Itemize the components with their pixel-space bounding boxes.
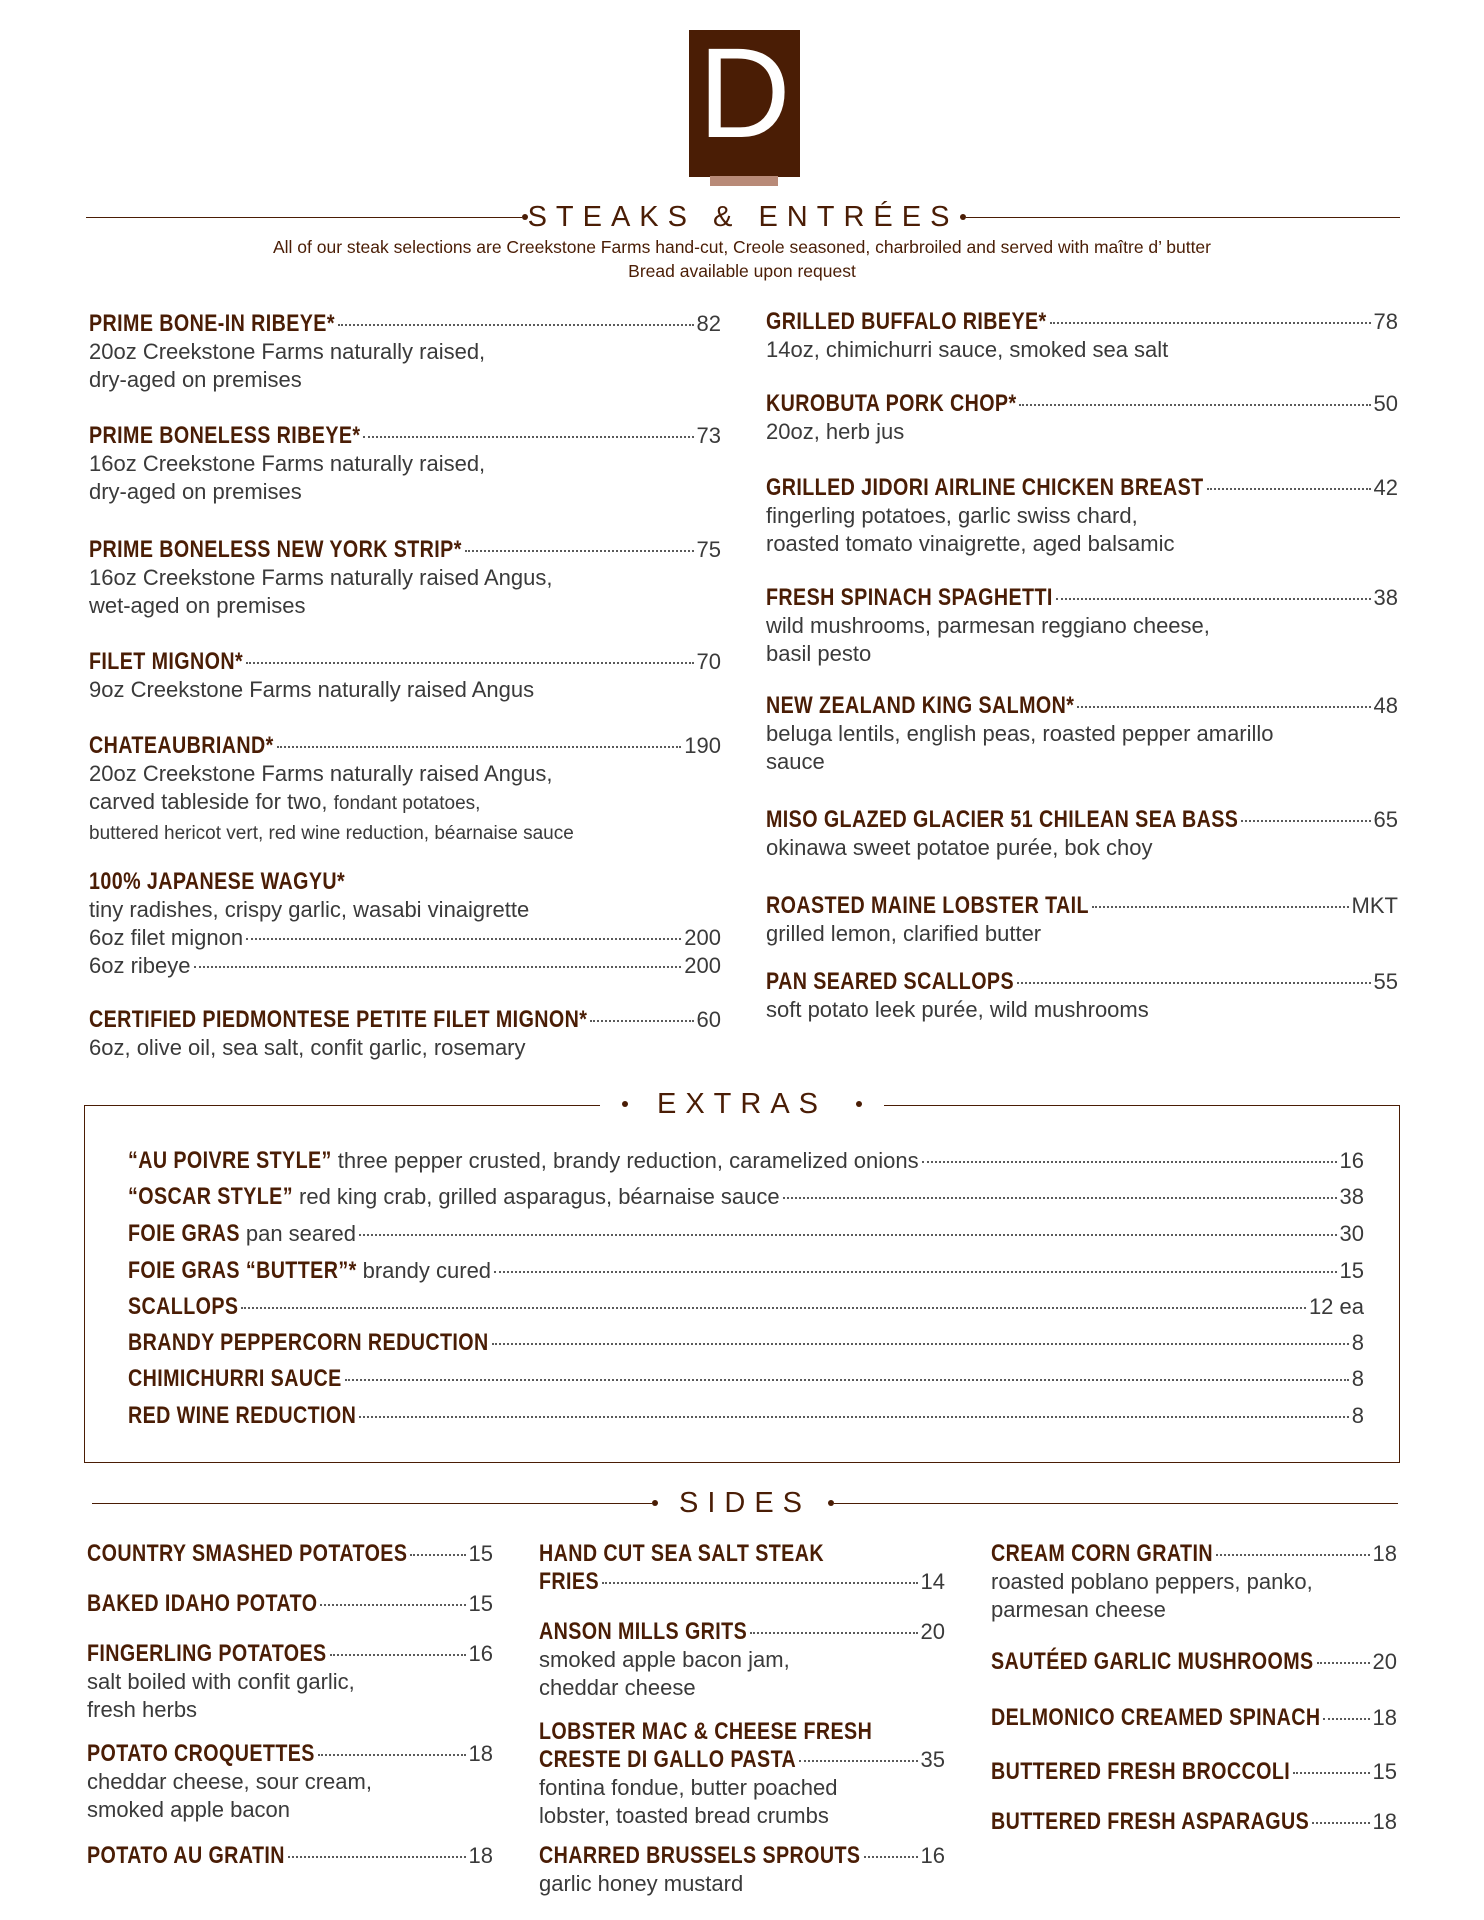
steaks-section-header — [86, 203, 1400, 233]
extras-section-header — [600, 1090, 884, 1120]
item-name: POTATO CROQUETTES — [87, 1740, 315, 1767]
extras-section-title: EXTRAS — [656, 1088, 828, 1120]
item-description: 20oz Creekstone Farms naturally raised Angus, — [89, 761, 553, 786]
dot-leader — [330, 1654, 466, 1656]
dot-leader — [246, 938, 681, 940]
item-price: 18 — [468, 1843, 493, 1868]
item-description: smoked apple bacon jam, — [539, 1647, 790, 1672]
menu-item — [991, 1648, 1397, 1676]
dot-leader — [345, 1379, 1349, 1381]
menu-item — [87, 1540, 493, 1568]
dot-leader — [320, 1604, 465, 1606]
dot-leader — [338, 324, 694, 326]
item-name: ROASTED MAINE LOBSTER TAIL — [766, 892, 1089, 919]
dot-leader — [602, 1582, 917, 1584]
menu-item — [89, 1006, 721, 1062]
item-description: dry-aged on premises — [89, 367, 302, 392]
extras-item — [128, 1257, 1364, 1285]
menu-item — [539, 1540, 945, 1596]
option-line — [89, 924, 721, 952]
dot-leader — [465, 550, 694, 552]
item-description: fontina fondue, butter poached — [539, 1775, 838, 1800]
dot-leader — [1092, 906, 1349, 908]
option-price: 200 — [684, 953, 721, 978]
dot-leader — [1077, 706, 1370, 708]
item-name: 100% JAPANESE WAGYU* — [89, 868, 346, 895]
item-price: 16 — [920, 1843, 945, 1868]
item-price: 18 — [468, 1741, 493, 1766]
menu-item — [87, 1640, 493, 1724]
item-price: 12 ea — [1308, 1294, 1364, 1319]
item-name: BRANDY PEPPERCORN REDUCTION — [128, 1329, 489, 1356]
menu-item — [991, 1758, 1397, 1786]
item-name: POTATO AU GRATIN — [87, 1842, 285, 1869]
item-description: 14oz, chimichurri sauce, smoked sea salt — [766, 337, 1169, 362]
item-description: smoked apple bacon — [87, 1797, 291, 1822]
dot-leader — [1050, 322, 1371, 324]
item-description: brandy cured — [362, 1258, 492, 1283]
item-name: SCALLOPS — [128, 1293, 239, 1320]
logo-letter: D — [698, 22, 791, 165]
menu-item — [766, 390, 1398, 446]
item-price: 35 — [920, 1747, 945, 1772]
item-price: 65 — [1373, 807, 1398, 832]
item-name: PRIME BONELESS RIBEYE* — [89, 422, 361, 449]
item-description: beluga lentils, english peas, roasted pepper amarillo — [766, 721, 1274, 746]
extras-item — [128, 1293, 1364, 1321]
dot-leader — [1312, 1822, 1369, 1824]
menu-item — [766, 308, 1398, 364]
dot-leader — [359, 1234, 1337, 1236]
item-description — [89, 818, 721, 848]
item-price: 15 — [468, 1591, 493, 1616]
item-name: RED WINE REDUCTION — [128, 1402, 357, 1429]
item-description: roasted poblano peppers, panko, — [991, 1569, 1313, 1594]
item-price: 38 — [1373, 585, 1398, 610]
steaks-section-title: STEAKS & ENTRÉES — [527, 201, 959, 233]
dot-leader — [359, 1416, 1348, 1418]
item-name: FINGERLING POTATOES — [87, 1640, 327, 1667]
dot-leader — [1207, 488, 1371, 490]
item-price: 15 — [1339, 1258, 1364, 1283]
option-line — [89, 952, 721, 980]
item-price: 48 — [1373, 693, 1398, 718]
dot-leader — [590, 1020, 693, 1022]
dot-leader — [288, 1856, 466, 1858]
extras-item — [128, 1220, 1364, 1248]
item-name: LOBSTER MAC & CHEESE FRESH — [539, 1718, 873, 1745]
menu-item — [87, 1740, 493, 1824]
item-description: lobster, toasted bread crumbs — [539, 1803, 829, 1828]
item-description-part: carved tableside for two, — [89, 789, 328, 814]
item-price: 18 — [1372, 1541, 1397, 1566]
item-name: PRIME BONELESS NEW YORK STRIP* — [89, 536, 462, 563]
item-name: “OSCAR STYLE” — [128, 1183, 293, 1210]
item-description: 6oz, olive oil, sea salt, confit garlic, rosemary — [89, 1035, 526, 1060]
item-price: 73 — [696, 423, 721, 448]
menu-item — [991, 1704, 1397, 1732]
item-description: salt boiled with confit garlic, — [87, 1669, 355, 1694]
item-name: FRIES — [539, 1568, 600, 1595]
dot-leader — [864, 1856, 918, 1858]
steaks-subtitle-2: Bread available upon request — [628, 261, 856, 281]
item-name: CHIMICHURRI SAUCE — [128, 1365, 342, 1392]
menu-item — [539, 1618, 945, 1702]
item-price: 8 — [1351, 1330, 1364, 1355]
dot-leader — [1323, 1718, 1369, 1720]
dot-leader — [1317, 1662, 1370, 1664]
item-price: 16 — [468, 1641, 493, 1666]
item-description: grilled lemon, clarified butter — [766, 921, 1042, 946]
dot-leader — [783, 1197, 1337, 1199]
item-name: SAUTÉED GARLIC MUSHROOMS — [991, 1648, 1314, 1675]
menu-item — [87, 1590, 493, 1618]
option-price: 200 — [684, 925, 721, 950]
dot-leader — [492, 1343, 1349, 1345]
item-description: tiny radishes, crispy garlic, wasabi vinaigrette — [89, 897, 530, 922]
menu-item — [766, 892, 1398, 948]
dot-leader — [1216, 1554, 1370, 1556]
extras-item — [128, 1402, 1364, 1430]
item-name: NEW ZEALAND KING SALMON* — [766, 692, 1075, 719]
item-name: FILET MIGNON* — [89, 648, 244, 675]
item-description: fingerling potatoes, garlic swiss chard, — [766, 503, 1138, 528]
menu-item — [766, 806, 1398, 862]
item-description: garlic honey mustard — [539, 1871, 744, 1896]
option-label: 6oz filet mignon — [89, 925, 244, 950]
dot-leader — [246, 662, 694, 664]
item-name: DELMONICO CREAMED SPINACH — [991, 1704, 1321, 1731]
item-name: CHARRED BRUSSELS SPROUTS — [539, 1842, 861, 1869]
menu-item — [539, 1718, 945, 1830]
menu-item — [89, 648, 721, 704]
item-name: PAN SEARED SCALLOPS — [766, 968, 1014, 995]
item-price: 190 — [684, 733, 721, 758]
item-price: 8 — [1351, 1366, 1364, 1391]
item-price: 15 — [1372, 1759, 1397, 1784]
item-price: 18 — [1372, 1705, 1397, 1730]
menu-item — [539, 1842, 945, 1898]
dot-leader — [1056, 598, 1371, 600]
item-description: 20oz Creekstone Farms naturally raised, — [89, 339, 486, 364]
item-description-part: fondant potatoes, — [333, 793, 481, 814]
item-description-part: buttered hericot vert, red wine reduction, béarnaise sauce — [89, 823, 574, 844]
extras-item — [128, 1183, 1364, 1211]
item-description: soft potato leek purée, wild mushrooms — [766, 997, 1149, 1022]
item-name: GRILLED JIDORI AIRLINE CHICKEN BREAST — [766, 474, 1204, 501]
sides-section-header — [92, 1489, 1398, 1519]
item-name: MISO GLAZED GLACIER 51 CHILEAN SEA BASS — [766, 806, 1239, 833]
dot-leader — [363, 436, 693, 438]
item-description — [89, 788, 721, 818]
item-name: ANSON MILLS GRITS — [539, 1618, 748, 1645]
dot-leader — [1293, 1772, 1369, 1774]
menu-item — [89, 868, 721, 980]
dot-leader — [241, 1307, 1306, 1309]
menu-item — [89, 422, 721, 506]
item-name: BUTTERED FRESH BROCCOLI — [991, 1758, 1291, 1785]
item-price: 75 — [696, 537, 721, 562]
item-name: COUNTRY SMASHED POTATOES — [87, 1540, 408, 1567]
dot-leader — [1019, 404, 1370, 406]
item-name: BAKED IDAHO POTATO — [87, 1590, 318, 1617]
dot-leader — [494, 1271, 1336, 1273]
menu-item — [87, 1842, 493, 1870]
item-price: 82 — [696, 311, 721, 336]
item-name: PRIME BONE-IN RIBEYE* — [89, 310, 335, 337]
menu-item — [766, 474, 1398, 558]
item-name: CREAM CORN GRATIN — [991, 1540, 1213, 1567]
item-description: wet-aged on premises — [89, 593, 306, 618]
item-price: 15 — [468, 1541, 493, 1566]
item-description: 16oz Creekstone Farms naturally raised, — [89, 451, 486, 476]
item-price: 20 — [920, 1619, 945, 1644]
item-price: 50 — [1373, 391, 1398, 416]
item-name: GRILLED BUFFALO RIBEYE* — [766, 308, 1047, 335]
menu-item — [991, 1540, 1397, 1624]
item-price: 60 — [696, 1007, 721, 1032]
item-name: KUROBUTA PORK CHOP* — [766, 390, 1017, 417]
steaks-subtitle-1: All of our steak selections are Creekstone Farms hand-cut, Creole seasoned, charbroiled and served with maître d’ butter — [272, 237, 1211, 257]
item-name: BUTTERED FRESH ASPARAGUS — [991, 1808, 1310, 1835]
item-price: 70 — [696, 649, 721, 674]
item-price: 38 — [1339, 1184, 1364, 1209]
item-name: CHATEAUBRIAND* — [89, 732, 274, 759]
logo-bar — [710, 176, 778, 186]
dot-leader — [750, 1632, 917, 1634]
dot-leader — [1017, 982, 1370, 984]
item-price: 16 — [1339, 1148, 1364, 1173]
item-description: wild mushrooms, parmesan reggiano cheese, — [766, 613, 1210, 638]
item-description: cheddar cheese, sour cream, — [87, 1769, 372, 1794]
item-name: CERTIFIED PIEDMONTESE PETITE FILET MIGNON* — [89, 1006, 588, 1033]
extras-item — [128, 1329, 1364, 1357]
item-description: dry-aged on premises — [89, 479, 302, 504]
item-description: 20oz, herb jus — [766, 419, 905, 444]
extras-item — [128, 1147, 1364, 1175]
item-price: 55 — [1373, 969, 1398, 994]
dot-leader — [194, 966, 682, 968]
item-price: 20 — [1372, 1649, 1397, 1674]
item-description: roasted tomato vinaigrette, aged balsamic — [766, 531, 1175, 556]
item-description: three pepper crusted, brandy reduction, caramelized onions — [337, 1148, 919, 1173]
menu-item — [766, 584, 1398, 668]
item-price: 14 — [920, 1569, 945, 1594]
dot-leader — [799, 1760, 917, 1762]
item-description: fresh herbs — [87, 1697, 198, 1722]
item-price: 18 — [1372, 1809, 1397, 1834]
item-description: pan seared — [245, 1221, 356, 1246]
item-name: “AU POIVRE STYLE” — [128, 1147, 332, 1174]
item-description: red king crab, grilled asparagus, béarnaise sauce — [299, 1184, 780, 1209]
dot-leader — [922, 1161, 1337, 1163]
sides-section-title: SIDES — [678, 1487, 812, 1519]
item-description: 16oz Creekstone Farms naturally raised Angus, — [89, 565, 553, 590]
menu-item — [89, 732, 721, 848]
menu-item — [89, 536, 721, 620]
dot-leader — [318, 1754, 466, 1756]
item-price: 30 — [1339, 1221, 1364, 1246]
item-description: cheddar cheese — [539, 1675, 696, 1700]
dot-leader — [410, 1554, 465, 1556]
item-name: FRESH SPINACH SPAGHETTI — [766, 584, 1053, 611]
menu-item — [766, 692, 1398, 776]
item-price: 78 — [1373, 309, 1398, 334]
restaurant-logo — [689, 22, 800, 177]
item-description: sauce — [766, 749, 825, 774]
menu-item — [766, 968, 1398, 1024]
item-description: parmesan cheese — [991, 1597, 1166, 1622]
item-name: HAND CUT SEA SALT STEAK — [539, 1540, 824, 1567]
option-label: 6oz ribeye — [89, 953, 191, 978]
item-description: okinawa sweet potatoe purée, bok choy — [766, 835, 1153, 860]
item-price: 42 — [1373, 475, 1398, 500]
item-price: MKT — [1351, 893, 1398, 918]
item-description: 9oz Creekstone Farms naturally raised Angus — [89, 677, 535, 702]
item-description: basil pesto — [766, 641, 872, 666]
item-name: CRESTE DI GALLO PASTA — [539, 1746, 797, 1773]
dot-leader — [1241, 820, 1370, 822]
dot-leader — [277, 746, 682, 748]
menu-item — [991, 1808, 1397, 1836]
menu-item — [89, 310, 721, 394]
item-name: FOIE GRAS — [128, 1220, 240, 1247]
item-name: FOIE GRAS “BUTTER”* — [128, 1257, 357, 1284]
item-price: 8 — [1351, 1403, 1364, 1428]
extras-item — [128, 1365, 1364, 1393]
